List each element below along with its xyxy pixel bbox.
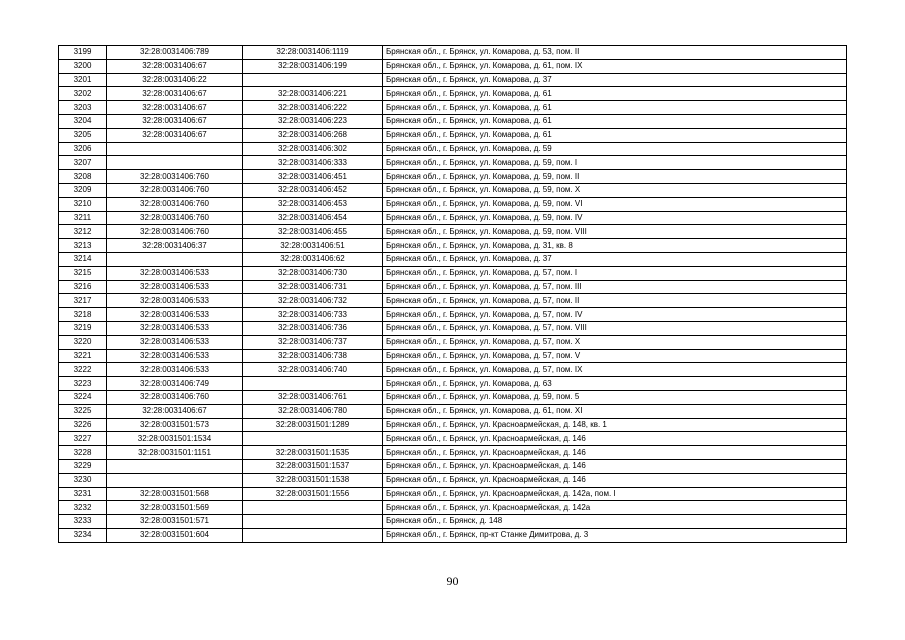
table-row (59, 183, 847, 197)
address-cell: Брянская обл., г. Брянск, ул. Комарова, д. 57, пом. VIII (383, 321, 847, 335)
table-row (59, 515, 847, 529)
parcel-cadastral-number-cell: 32:28:0031406:533 (107, 280, 243, 294)
address-cell: Брянская обл., г. Брянск, ул. Комарова, д. 63 (383, 377, 847, 391)
table-row (59, 473, 847, 487)
address-cell: Брянская обл., г. Брянск, ул. Комарова, д. 61, пом. IX (383, 59, 847, 73)
table-row (59, 225, 847, 239)
address-cell: Брянская обл., г. Брянск, ул. Комарова, д. 37 (383, 252, 847, 266)
parcel-cadastral-number-cell: 32:28:0031406:67 (107, 101, 243, 115)
object-cadastral-number-cell: 32:28:0031406:302 (243, 142, 383, 156)
address-cell: Брянская обл., г. Брянск, ул. Комарова, д. 57, пом. X (383, 335, 847, 349)
row-number-cell: 3207 (59, 156, 107, 170)
object-cadastral-number-cell: 32:28:0031406:333 (243, 156, 383, 170)
address-cell: Брянская обл., г. Брянск, ул. Красноармейская, д. 142а (383, 501, 847, 515)
row-number-cell: 3221 (59, 349, 107, 363)
parcel-cadastral-number-cell: 32:28:0031501:604 (107, 528, 243, 542)
parcel-cadastral-number-cell: 32:28:0031501:573 (107, 418, 243, 432)
object-cadastral-number-cell: 32:28:0031501:1535 (243, 446, 383, 460)
parcel-cadastral-number-cell: 32:28:0031406:760 (107, 170, 243, 184)
table-row (59, 418, 847, 432)
address-cell: Брянская обл., г. Брянск, ул. Красноармейская, д. 146 (383, 473, 847, 487)
object-cadastral-number-cell: 32:28:0031406:451 (243, 170, 383, 184)
object-cadastral-number-cell: 32:28:0031406:730 (243, 266, 383, 280)
parcel-cadastral-number-cell: 32:28:0031406:67 (107, 404, 243, 418)
parcel-cadastral-number-cell (107, 473, 243, 487)
table-row (59, 528, 847, 542)
row-number-cell: 3225 (59, 404, 107, 418)
object-cadastral-number-cell: 32:28:0031501:1538 (243, 473, 383, 487)
parcel-cadastral-number-cell: 32:28:0031406:760 (107, 183, 243, 197)
table-row (59, 308, 847, 322)
parcel-cadastral-number-cell: 32:28:0031501:569 (107, 501, 243, 515)
table-row (59, 349, 847, 363)
object-cadastral-number-cell: 32:28:0031406:455 (243, 225, 383, 239)
parcel-cadastral-number-cell: 32:28:0031406:760 (107, 390, 243, 404)
row-number-cell: 3218 (59, 308, 107, 322)
table-row (59, 59, 847, 73)
object-cadastral-number-cell: 32:28:0031406:268 (243, 128, 383, 142)
parcel-cadastral-number-cell (107, 142, 243, 156)
row-number-cell: 3233 (59, 515, 107, 529)
address-cell: Брянская обл., г. Брянск, ул. Комарова, д. 59, пом. VI (383, 197, 847, 211)
row-number-cell: 3230 (59, 473, 107, 487)
table-row (59, 335, 847, 349)
address-cell: Брянская обл., г. Брянск, пр-кт Станке Димитрова, д. 3 (383, 528, 847, 542)
address-cell: Брянская обл., г. Брянск, ул. Комарова, д. 59, пом. IV (383, 211, 847, 225)
row-number-cell: 3222 (59, 363, 107, 377)
address-cell: Брянская обл., г. Брянск, ул. Комарова, д. 31, кв. 8 (383, 239, 847, 253)
row-number-cell: 3213 (59, 239, 107, 253)
address-cell: Брянская обл., г. Брянск, ул. Комарова, д. 57, пом. I (383, 266, 847, 280)
row-number-cell: 3229 (59, 459, 107, 473)
table-row (59, 114, 847, 128)
row-number-cell: 3234 (59, 528, 107, 542)
address-cell: Брянская обл., г. Брянск, ул. Комарова, д. 61 (383, 128, 847, 142)
table-row (59, 446, 847, 460)
row-number-cell: 3210 (59, 197, 107, 211)
object-cadastral-number-cell: 32:28:0031406:222 (243, 101, 383, 115)
object-cadastral-number-cell: 32:28:0031406:780 (243, 404, 383, 418)
row-number-cell: 3216 (59, 280, 107, 294)
table-row (59, 128, 847, 142)
object-cadastral-number-cell (243, 377, 383, 391)
row-number-cell: 3212 (59, 225, 107, 239)
object-cadastral-number-cell: 32:28:0031501:1537 (243, 459, 383, 473)
table-row (59, 156, 847, 170)
table-row (59, 46, 847, 60)
table-row (59, 252, 847, 266)
parcel-cadastral-number-cell: 32:28:0031406:533 (107, 308, 243, 322)
row-number-cell: 3206 (59, 142, 107, 156)
row-number-cell: 3203 (59, 101, 107, 115)
parcel-cadastral-number-cell: 32:28:0031406:533 (107, 335, 243, 349)
object-cadastral-number-cell: 32:28:0031406:738 (243, 349, 383, 363)
address-cell: Брянская обл., г. Брянск, ул. Комарова, д. 57, пом. IX (383, 363, 847, 377)
object-cadastral-number-cell: 32:28:0031406:733 (243, 308, 383, 322)
address-cell: Брянская обл., г. Брянск, ул. Комарова, д. 59, пом. 5 (383, 390, 847, 404)
address-cell: Брянская обл., г. Брянск, ул. Комарова, д. 59 (383, 142, 847, 156)
address-cell: Брянская обл., г. Брянск, ул. Комарова, д. 59, пом. X (383, 183, 847, 197)
object-cadastral-number-cell: 32:28:0031406:223 (243, 114, 383, 128)
row-number-cell: 3204 (59, 114, 107, 128)
address-cell: Брянская обл., г. Брянск, ул. Красноармейская, д. 148, кв. 1 (383, 418, 847, 432)
registry-table-body (59, 46, 847, 543)
parcel-cadastral-number-cell: 32:28:0031501:1151 (107, 446, 243, 460)
parcel-cadastral-number-cell (107, 156, 243, 170)
registry-table (58, 45, 847, 543)
address-cell: Брянская обл., г. Брянск, ул. Красноармейская, д. 146 (383, 432, 847, 446)
table-row (59, 432, 847, 446)
row-number-cell: 3214 (59, 252, 107, 266)
address-cell: Брянская обл., г. Брянск, ул. Комарова, д. 61 (383, 114, 847, 128)
parcel-cadastral-number-cell: 32:28:0031406:67 (107, 87, 243, 101)
parcel-cadastral-number-cell: 32:28:0031406:533 (107, 349, 243, 363)
address-cell: Брянская обл., г. Брянск, ул. Комарова, д. 61 (383, 87, 847, 101)
address-cell: Брянская обл., г. Брянск, ул. Комарова, д. 57, пом. IV (383, 308, 847, 322)
parcel-cadastral-number-cell (107, 459, 243, 473)
row-number-cell: 3219 (59, 321, 107, 335)
row-number-cell: 3201 (59, 73, 107, 87)
parcel-cadastral-number-cell: 32:28:0031406:533 (107, 266, 243, 280)
address-cell: Брянская обл., г. Брянск, ул. Комарова, д. 57, пом. V (383, 349, 847, 363)
object-cadastral-number-cell: 32:28:0031406:221 (243, 87, 383, 101)
object-cadastral-number-cell: 32:28:0031406:454 (243, 211, 383, 225)
row-number-cell: 3224 (59, 390, 107, 404)
row-number-cell: 3231 (59, 487, 107, 501)
table-row (59, 363, 847, 377)
table-row (59, 142, 847, 156)
table-row (59, 404, 847, 418)
object-cadastral-number-cell: 32:28:0031406:736 (243, 321, 383, 335)
object-cadastral-number-cell (243, 528, 383, 542)
row-number-cell: 3227 (59, 432, 107, 446)
parcel-cadastral-number-cell (107, 252, 243, 266)
address-cell: Брянская обл., г. Брянск, ул. Комарова, д. 59, пом. VIII (383, 225, 847, 239)
address-cell: Брянская обл., г. Брянск, ул. Комарова, д. 61, пом. XI (383, 404, 847, 418)
parcel-cadastral-number-cell: 32:28:0031406:749 (107, 377, 243, 391)
object-cadastral-number-cell: 32:28:0031406:452 (243, 183, 383, 197)
table-row (59, 239, 847, 253)
parcel-cadastral-number-cell: 32:28:0031406:789 (107, 46, 243, 60)
row-number-cell: 3202 (59, 87, 107, 101)
parcel-cadastral-number-cell: 32:28:0031406:760 (107, 225, 243, 239)
parcel-cadastral-number-cell: 32:28:0031406:67 (107, 114, 243, 128)
object-cadastral-number-cell (243, 515, 383, 529)
row-number-cell: 3223 (59, 377, 107, 391)
object-cadastral-number-cell (243, 73, 383, 87)
parcel-cadastral-number-cell: 32:28:0031406:67 (107, 128, 243, 142)
row-number-cell: 3220 (59, 335, 107, 349)
address-cell: Брянская обл., г. Брянск, ул. Красноармейская, д. 146 (383, 446, 847, 460)
object-cadastral-number-cell: 32:28:0031406:62 (243, 252, 383, 266)
row-number-cell: 3232 (59, 501, 107, 515)
parcel-cadastral-number-cell: 32:28:0031406:533 (107, 321, 243, 335)
parcel-cadastral-number-cell: 32:28:0031501:568 (107, 487, 243, 501)
table-row (59, 459, 847, 473)
object-cadastral-number-cell: 32:28:0031406:761 (243, 390, 383, 404)
parcel-cadastral-number-cell: 32:28:0031406:533 (107, 363, 243, 377)
object-cadastral-number-cell: 32:28:0031406:453 (243, 197, 383, 211)
object-cadastral-number-cell: 32:28:0031406:737 (243, 335, 383, 349)
table-row (59, 170, 847, 184)
address-cell: Брянская обл., г. Брянск, ул. Комарова, д. 61 (383, 101, 847, 115)
parcel-cadastral-number-cell: 32:28:0031406:760 (107, 211, 243, 225)
address-cell: Брянская обл., г. Брянск, ул. Красноармейская, д. 146 (383, 459, 847, 473)
table-row (59, 501, 847, 515)
row-number-cell: 3200 (59, 59, 107, 73)
row-number-cell: 3211 (59, 211, 107, 225)
object-cadastral-number-cell: 32:28:0031406:732 (243, 294, 383, 308)
table-row (59, 487, 847, 501)
table-row (59, 211, 847, 225)
address-cell: Брянская обл., г. Брянск, ул. Комарова, д. 57, пом. III (383, 280, 847, 294)
address-cell: Брянская обл., г. Брянск, ул. Комарова, д. 37 (383, 73, 847, 87)
row-number-cell: 3226 (59, 418, 107, 432)
row-number-cell: 3215 (59, 266, 107, 280)
table-row (59, 280, 847, 294)
table-row (59, 266, 847, 280)
row-number-cell: 3199 (59, 46, 107, 60)
table-row (59, 294, 847, 308)
address-cell: Брянская обл., г. Брянск, д. 148 (383, 515, 847, 529)
address-cell: Брянская обл., г. Брянск, ул. Комарова, д. 59, пом. I (383, 156, 847, 170)
parcel-cadastral-number-cell: 32:28:0031406:533 (107, 294, 243, 308)
parcel-cadastral-number-cell: 32:28:0031406:37 (107, 239, 243, 253)
address-cell: Брянская обл., г. Брянск, ул. Комарова, д. 53, пом. II (383, 46, 847, 60)
parcel-cadastral-number-cell: 32:28:0031501:571 (107, 515, 243, 529)
parcel-cadastral-number-cell: 32:28:0031406:67 (107, 59, 243, 73)
parcel-cadastral-number-cell: 32:28:0031406:760 (107, 197, 243, 211)
object-cadastral-number-cell: 32:28:0031501:1556 (243, 487, 383, 501)
address-cell: Брянская обл., г. Брянск, ул. Красноармейская, д. 142а, пом. I (383, 487, 847, 501)
parcel-cadastral-number-cell: 32:28:0031501:1534 (107, 432, 243, 446)
table-row (59, 73, 847, 87)
object-cadastral-number-cell: 32:28:0031501:1289 (243, 418, 383, 432)
object-cadastral-number-cell: 32:28:0031406:1119 (243, 46, 383, 60)
object-cadastral-number-cell: 32:28:0031406:199 (243, 59, 383, 73)
object-cadastral-number-cell (243, 432, 383, 446)
table-row (59, 377, 847, 391)
address-cell: Брянская обл., г. Брянск, ул. Комарова, д. 59, пом. II (383, 170, 847, 184)
table-row (59, 321, 847, 335)
table-row (59, 197, 847, 211)
object-cadastral-number-cell: 32:28:0031406:740 (243, 363, 383, 377)
row-number-cell: 3205 (59, 128, 107, 142)
object-cadastral-number-cell: 32:28:0031406:731 (243, 280, 383, 294)
row-number-cell: 3208 (59, 170, 107, 184)
object-cadastral-number-cell: 32:28:0031406:51 (243, 239, 383, 253)
table-row (59, 101, 847, 115)
table-row (59, 87, 847, 101)
page-number: 90 (446, 574, 459, 588)
row-number-cell: 3217 (59, 294, 107, 308)
row-number-cell: 3228 (59, 446, 107, 460)
object-cadastral-number-cell (243, 501, 383, 515)
parcel-cadastral-number-cell: 32:28:0031406:22 (107, 73, 243, 87)
row-number-cell: 3209 (59, 183, 107, 197)
address-cell: Брянская обл., г. Брянск, ул. Комарова, д. 57, пом. II (383, 294, 847, 308)
table-row (59, 390, 847, 404)
